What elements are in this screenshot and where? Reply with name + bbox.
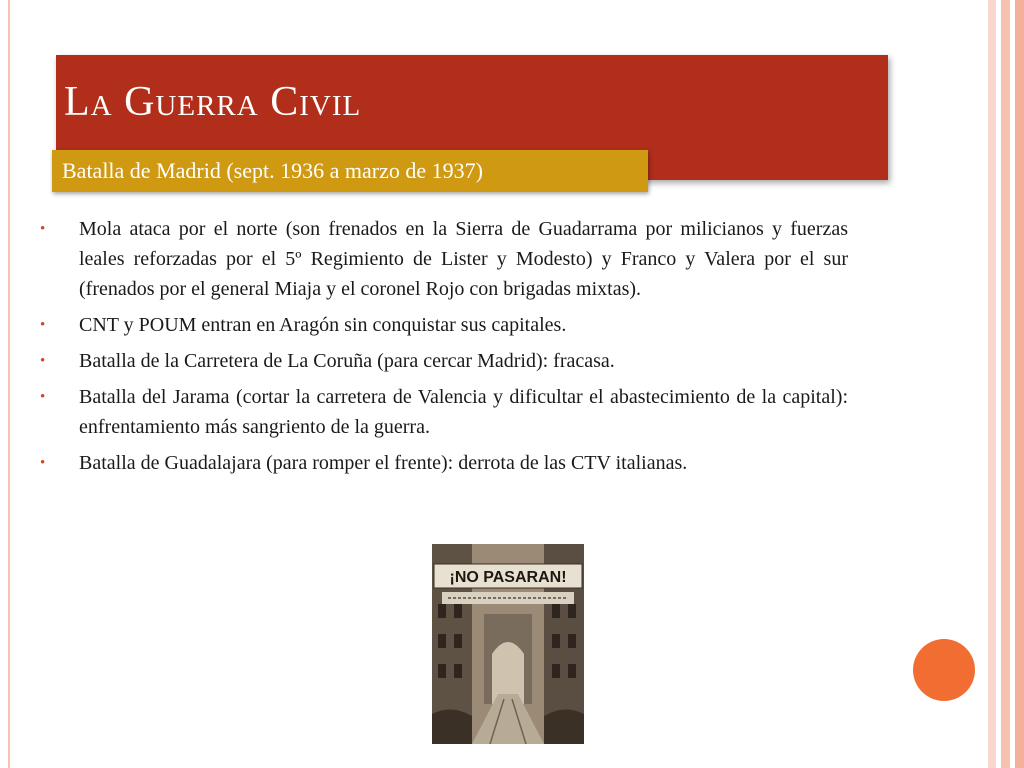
no-pasaran-photo: [432, 544, 584, 744]
bullet-text: CNT y POUM entran en Aragón sin conquistar sus capitales.: [79, 314, 567, 336]
bullet-icon: •: [40, 389, 46, 405]
banner-text: ¡NO PASARAN!: [449, 569, 567, 586]
left-decor-line: [8, 0, 10, 768]
bullet-text: Batalla de Guadalajara (para romper el frente): derrota de las CTV italianas.: [79, 452, 688, 474]
bullet-text: Batalla de la Carretera de La Coruña (para cercar Madrid): fracasa.: [79, 350, 615, 372]
bullet-item: [40, 214, 848, 304]
bullet-icon: •: [40, 317, 46, 333]
bullet-text: Mola ataca por el norte (son frenados en la Sierra de Guadarrama por milicianos y fuerzas leales reforzadas por el 5º Regimiento de Lister y Modesto) y Franco y Valera por el sur (frenados por el general Miaja y el coronel Rojo con brigadas mixtas).: [79, 218, 848, 300]
bullet-icon: •: [40, 353, 46, 369]
accent-circle: [913, 639, 975, 701]
bullet-item: [40, 310, 848, 340]
bullet-item: [40, 448, 848, 478]
right-stripe: [1001, 0, 1010, 768]
bullet-item: [40, 382, 848, 442]
bullet-icon: •: [40, 455, 46, 471]
bullet-item: [40, 346, 848, 376]
right-stripe: [1015, 0, 1024, 768]
street-scene-image: [432, 544, 584, 744]
bullet-icon: •: [40, 221, 46, 237]
slide-title: La Guerra Civil: [64, 79, 362, 125]
slide-subtitle: Batalla de Madrid (sept. 1936 a marzo de 1937): [62, 158, 483, 183]
bullet-text: Batalla del Jarama (cortar la carretera de Valencia y dificultar el abastecimiento de la capital): enfrentamiento más sangriento de la guerra.: [79, 386, 848, 438]
bullet-list: [40, 214, 848, 484]
right-decor-stripes: [978, 0, 1024, 768]
right-stripe: [988, 0, 996, 768]
